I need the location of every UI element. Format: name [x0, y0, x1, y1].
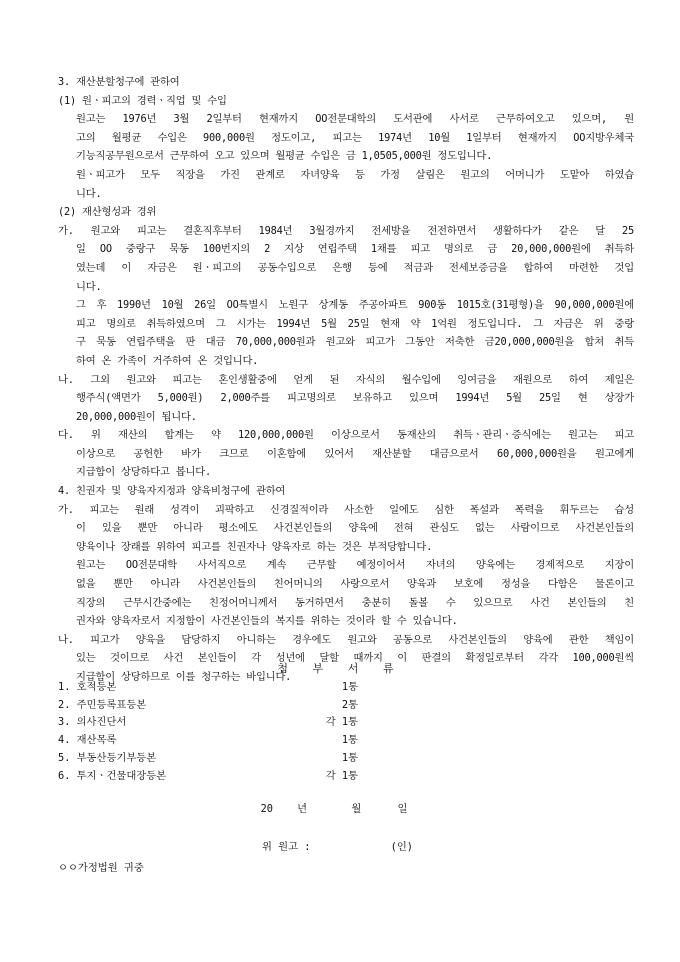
body-line: 나. 피고가 양육을 담당하지 아니하는 경우에도 원고와 공동으로 사건본인들의 양육에 관한 책임이	[58, 633, 634, 646]
body-line: 없을 뿐만 아니라 사건본인들의 친어머니의 사랑으로서 양육과 보호에 정성을 다함은 물론이고	[76, 578, 634, 591]
body-line: 4. 친권자 및 양육자지정과 양육비청구에 관하여	[58, 485, 286, 498]
body-line: 나. 그외 원고와 피고는 혼인생활중에 얻게 된 자식의 월수입에 잉여금을 재원으로 하여 제일은	[58, 373, 634, 386]
body-line: 행주식(액면가 5,000원) 2,000주를 피고명의로 보유하고 있으며 1994년 5월 25일 현 상장가	[76, 392, 634, 405]
body-line: 다. 위 재산의 합계는 약 120,000,000원 이상으로서 동재산의 취득ㆍ관리ㆍ증식에는 원고는 피고	[58, 429, 634, 442]
document-body	[0, 73, 680, 687]
body-line: 지급함이 상당하다고 봅니다.	[76, 466, 211, 479]
attachment-item	[58, 713, 358, 731]
body-line: 그 후 1990년 10월 26일 OO특별시 노원구 상계동 주공아파트 900동 1015호(31평형)을 90,000,000원에	[76, 299, 634, 312]
body-line: 기능직공무원으로서 근무하여 오고 있으며 월평균 수입은 금 1,0505,000원 정도입니다.	[76, 150, 493, 163]
plaintiff-signature	[262, 838, 413, 853]
date-year-unit: 년	[297, 803, 308, 815]
body-line: 니다.	[76, 187, 102, 200]
body-line: 하여 온 가족이 거주하여 온 것입니다.	[76, 354, 259, 367]
attachment-label: 5. 부동산등기부등본	[58, 752, 157, 764]
body-line: (1) 원ㆍ피고의 경력ㆍ직업 및 수입	[58, 94, 227, 107]
attachment-item	[58, 696, 358, 714]
attachment-count: 2통	[341, 699, 358, 711]
attachments-title: 첨 부 서 류	[277, 662, 403, 675]
plaintiff-label: 위 원고 :	[262, 841, 311, 853]
body-line: 20,000,000원이 됩니다.	[76, 410, 197, 423]
attachment-label: 6. 투지ㆍ건물대장등본	[58, 770, 167, 782]
attachment-item	[58, 678, 358, 696]
body-line: 피고 명의로 취득하였으며 그 시가는 1994년 5월 25일 현재 약 1억원 정도입니다. 그 자금은 위 중랑	[76, 317, 634, 330]
date-day-unit: 일	[397, 803, 408, 815]
attachment-item	[58, 731, 358, 749]
body-line: 고의 월평균 수입은 900,000원 정도이고, 피고는 1974년 10월 1일부터 현재까지 OO지방우체국	[76, 131, 634, 144]
body-line: (2) 재산형성과 경위	[58, 206, 157, 219]
plaintiff-seal: (인)	[390, 841, 414, 853]
body-line: 니다.	[76, 280, 102, 293]
attachment-item	[58, 767, 358, 785]
attachment-count: 각 1통	[325, 770, 358, 782]
body-line: 원고는 OO전문대학 사서직으로 계속 근무할 예정이어서 자녀의 양육에는 경제적으로 지장이	[76, 559, 634, 572]
body-line: 원ㆍ피고가 모두 직장을 가진 관계로 자녀양육 등 가정 살림은 원고의 어머니가 도맡아 하였습	[76, 168, 634, 181]
body-line: 이상으로 공헌한 바가 크므로 이혼함에 있어서 재산분할 대금으로서 60,000,000원을 원고에게	[76, 447, 634, 460]
body-line: 지급함이 상당하므로 이를 청구하는 바입니다.	[76, 671, 292, 683]
court-addressee: ㅇㅇ가정법원 귀중	[58, 862, 144, 874]
body-line: 가. 원고와 피고는 결혼직후부터 1984년 3월경까지 전세방을 전전하면서 생활하다가 같은 달 25	[58, 224, 634, 237]
body-line: 3. 재산분할청구에 관하여	[58, 76, 180, 88]
body-line: 였는데 이 자금은 원ㆍ피고의 공동수입으로 은행 등에 적금과 전세보증금을 합하여 마련한 것입	[76, 261, 634, 274]
body-line: 직장의 근무시간중에는 친정어머니께서 동거하면서 충분히 돌볼 수 있으므로 사건 본인들의 친	[76, 596, 634, 609]
attachment-label: 1. 호적등본	[58, 681, 117, 693]
attachment-label: 2. 주민등록표등본	[58, 699, 147, 711]
date-year: 20	[260, 803, 273, 815]
attachment-label: 3. 의사진단서	[58, 716, 127, 728]
attachment-item	[58, 749, 358, 767]
attachment-count: 각 1통	[325, 716, 358, 728]
body-line: 이 있을 뿐만 아니라 평소에도 사건본인들의 양육에 전혀 관심도 없는 사람이므로 사건본인들의	[76, 522, 634, 535]
attachment-label: 4. 재산목록	[58, 734, 117, 746]
body-line: 권자와 양육자로서 지정함이 사건본인들의 복지를 위하는 것이라 할 수 있습니다.	[76, 615, 458, 628]
attachment-count: 1통	[341, 752, 358, 764]
date-month-unit: 월	[351, 803, 362, 815]
body-line: 있는 것이므로 사건 본인들이 각 성년에 달할 때까지 이 판결의 확정일로부터 각각 100,000원씩	[76, 652, 634, 665]
body-line: 원고는 1976년 3월 2일부터 현재까지 OO전문대학의 도서관에 사서로 근무하여오고 있으며, 원	[76, 113, 634, 126]
attachment-count: 1통	[341, 734, 358, 746]
body-line: 가. 피고는 원래 성격이 괴팍하고 신경질적이라 사소한 일에도 심한 폭설과 폭력을 휘두르는 습성	[58, 503, 634, 516]
body-line: 양육이나 장래를 위하여 피고를 친권자나 양육자로 하는 것은 부적당합니다.	[76, 540, 433, 553]
body-line: 일 OO 중랑구 묵동 100번지의 2 지상 연립주택 1채를 피고 명의로 금 20,000,000원에 취득하	[76, 243, 634, 256]
body-line: 구 묵동 연립주택을 판 대금 70,000,000원과 원고와 피고가 그동안 저축한 금20,000,000원을 합쳐 취득	[76, 336, 634, 349]
attachment-count: 1통	[341, 681, 358, 693]
date-line	[0, 800, 680, 815]
